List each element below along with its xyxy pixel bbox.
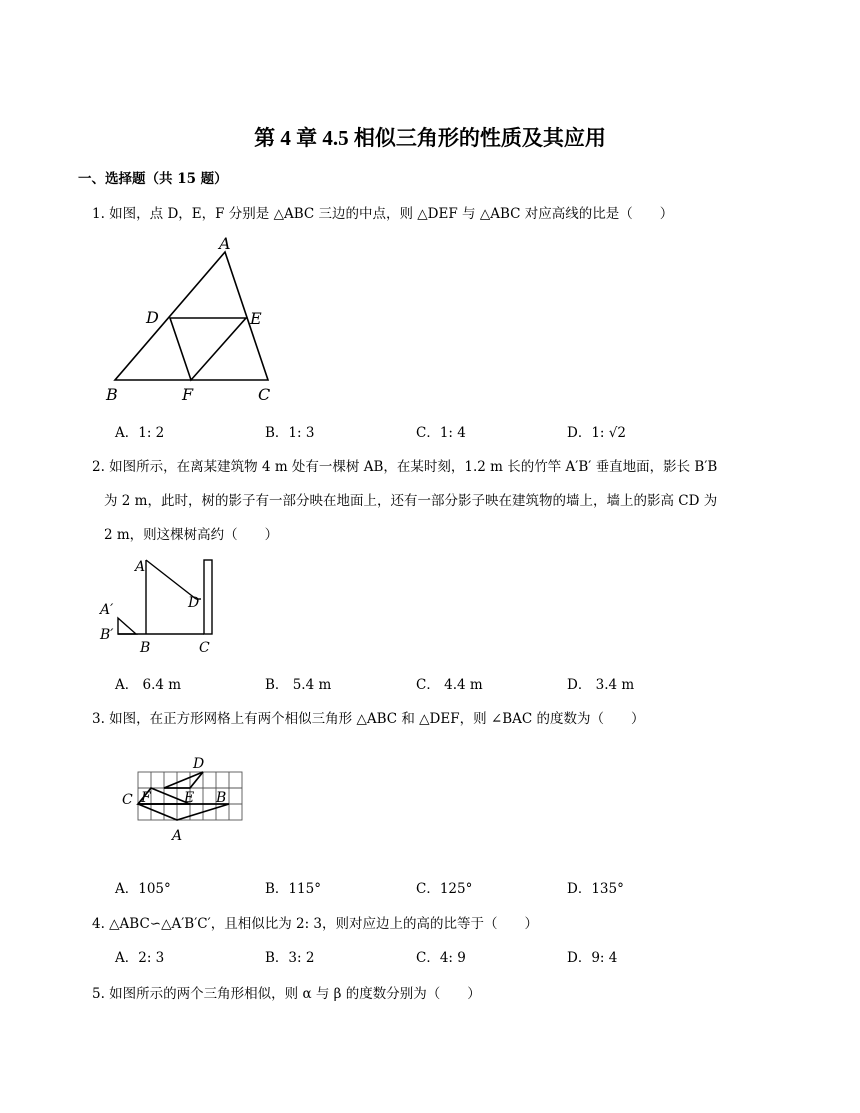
q1-label-f: F xyxy=(182,385,194,404)
question-4-stem: 4. △ABC∽△A′B′C′，且相似比为 2: 3，则对应边上的高的比等于（ ） xyxy=(92,916,539,932)
q2-label-d: D xyxy=(188,595,200,611)
q2-label-a: A xyxy=(135,559,146,575)
question-3-option-b: B．115° xyxy=(265,881,321,897)
question-2-stem-line-2: 为 2 m，此时，树的影子有一部分映在地面上，还有一部分影子映在建筑物的墙上，墙上的影高 CD 为 xyxy=(104,493,718,509)
question-3-option-d: D．135° xyxy=(567,881,624,897)
question-2-stem-line-1: 2. 如图所示，在离某建筑物 4 m 处有一棵树 AB，在某时刻，1.2 m 长的竹竿 A′B′ 垂直地面，影长 B′B xyxy=(92,459,718,475)
question-4-option-a: A．2: 3 xyxy=(115,950,165,966)
question-1-option-b: B．1: 3 xyxy=(265,425,315,441)
q1-label-a: A xyxy=(219,234,231,253)
q1-label-d: D xyxy=(146,308,159,327)
question-1-option-d: D．1: √2 xyxy=(567,425,626,441)
question-2-stem-line-3: 2 m，则这棵树高约（ ） xyxy=(104,527,279,543)
question-3-option-a: A．105° xyxy=(115,881,171,897)
section-heading: 一、选择题（共 15 题） xyxy=(78,171,228,187)
q1-label-c: C xyxy=(258,385,271,404)
q1-label-b: B xyxy=(106,385,118,404)
page-title: 第 4 章 4.5 相似三角形的性质及其应用 xyxy=(254,126,606,150)
q3-label-a: A xyxy=(172,828,183,844)
q3-label-e: E xyxy=(184,790,195,806)
question-4-option-c: C．4: 9 xyxy=(416,950,466,966)
question-2-option-a: A． 6.4 m xyxy=(115,677,182,693)
q2-label-a-prime: A′ xyxy=(100,602,114,618)
question-5-stem: 5. 如图所示的两个三角形相似，则 α 与 β 的度数分别为（ ） xyxy=(92,986,481,1002)
question-2-option-d: D． 3.4 m xyxy=(567,677,635,693)
q3-label-f: F xyxy=(141,790,151,806)
question-1-stem: 1. 如图，点 D，E，F 分别是 △ABC 三边的中点，则 △DEF 与 △ABC 对应高线的比是（ ） xyxy=(92,206,674,222)
question-2-option-c: C． 4.4 m xyxy=(416,677,483,693)
q3-label-d: D xyxy=(193,756,205,772)
question-3-figure xyxy=(118,752,248,847)
question-1-figure xyxy=(100,232,290,407)
question-2-figure xyxy=(98,555,228,657)
q2-label-b-prime: B′ xyxy=(100,627,114,643)
q3-label-b: B xyxy=(216,790,227,806)
question-3-option-c: C．125° xyxy=(416,881,473,897)
question-1-option-a: A．1: 2 xyxy=(115,425,165,441)
question-2-option-b: B． 5.4 m xyxy=(265,677,332,693)
question-3-stem: 3. 如图，在正方形网格上有两个相似三角形 △ABC 和 △DEF，则 ∠BAC 的度数为（ ） xyxy=(92,711,645,727)
question-4-option-b: B．3: 2 xyxy=(265,950,315,966)
q3-label-c: C xyxy=(122,792,133,808)
question-4-option-d: D．9: 4 xyxy=(567,950,618,966)
q1-label-e: E xyxy=(250,309,262,328)
q2-label-c: C xyxy=(199,640,210,656)
question-1-option-c: C．1: 4 xyxy=(416,425,466,441)
q2-label-b: B xyxy=(140,640,151,656)
